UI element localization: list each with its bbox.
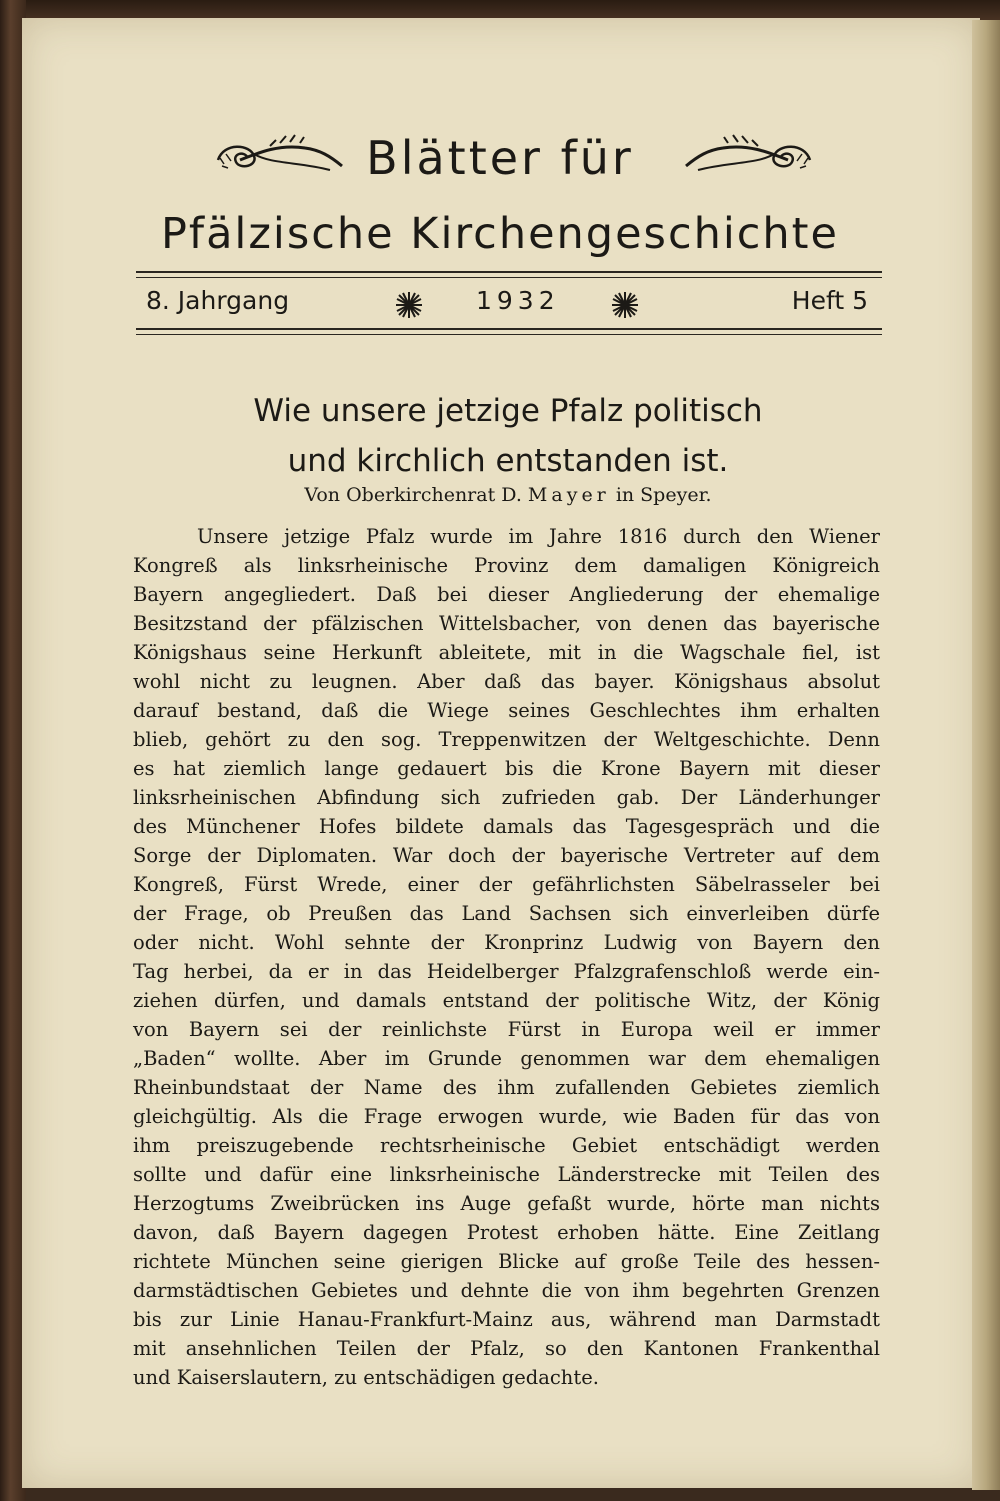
article-body — [133, 522, 880, 1392]
article-title-line1: Wie unsere jetzige Pfalz politisch — [253, 393, 763, 429]
asterisk-star-icon — [394, 290, 424, 320]
body-line: ziehen dürfen, und damals entstand der politische Witz, der König — [133, 989, 880, 1012]
masthead-rule-top-thin — [136, 277, 882, 278]
article-title-line2: und kirchlich entstanden ist. — [287, 443, 729, 479]
body-line: wohl nicht zu leugnen. Aber daß das bayer. Königshaus absolut — [133, 670, 880, 693]
issue-info-line — [136, 284, 882, 324]
body-line: Bayern angegliedert. Daß bei dieser Angliederung der ehemalige — [133, 583, 880, 606]
body-line: Besitzstand der pfälzischen Wittelsbacher, von denen das bayerische — [133, 612, 880, 635]
issue-number: Heft 5 — [791, 286, 868, 315]
asterisk-star-icon — [610, 290, 640, 320]
body-line: mit ansehnlichen Teilen der Pfalz, so den Kantonen Frankenthal — [133, 1337, 880, 1360]
masthead-title-line2: Pfälzische Kirchengeschichte — [161, 209, 839, 259]
masthead-rule-top — [136, 271, 882, 273]
body-line: und Kaiserslautern, zu entschädigen gedachte. — [133, 1366, 599, 1389]
issue-volume: 8. Jahrgang — [146, 286, 290, 315]
body-line: von Bayern sei der reinlichste Fürst in Europa weil er immer — [133, 1018, 880, 1041]
body-line: blieb, gehört zu den sog. Treppenwitzen der Weltgeschichte. Denn — [133, 728, 880, 751]
body-line: bis zur Linie Hanau-Frankfurt-Mainz aus, während man Darmstadt — [133, 1308, 880, 1331]
body-line: sollte und dafür eine linksrheinische Länderstrecke mit Teilen des — [133, 1163, 880, 1186]
issue-year: 1932 — [476, 286, 560, 315]
body-line: richtete München seine gierigen Blicke auf große Teile des hessen- — [133, 1250, 880, 1273]
body-line: Unsere jetzige Pfalz wurde im Jahre 1816 durch den Wiener — [197, 525, 880, 548]
body-line: darauf bestand, daß die Wiege seines Geschlechtes ihm erhalten — [133, 699, 880, 722]
masthead-rule-bottom — [136, 328, 882, 330]
body-line: linksrheinischen Abfindung sich zufrieden gab. Der Länderhunger — [133, 786, 880, 809]
body-line: Tag herbei, da er in das Heidelberger Pfalzgrafenschloß werde ein- — [133, 960, 880, 983]
body-line: Kongreß, Fürst Wrede, einer der gefährlichsten Säbelrasseler bei — [133, 873, 880, 896]
body-line: darmstädtischen Gebietes und dehnte die von ihm begehrten Grenzen — [133, 1279, 880, 1302]
body-line: ihm preiszugebende rechtsrheinische Gebiet entschädigt werden — [133, 1134, 880, 1157]
body-line: davon, daß Bayern dagegen Protest erhoben hätte. Eine Zeitlang — [133, 1221, 880, 1244]
body-line: Rheinbundstaat der Name des ihm zufallenden Gebietes ziemlich — [133, 1076, 880, 1099]
body-line: gleichgültig. Als die Frage erwogen wurde, wie Baden für das von — [133, 1105, 880, 1128]
body-line: des Münchener Hofes bildete damals das Tagesgespräch und die — [133, 815, 880, 838]
body-line: Herzogtums Zweibrücken ins Auge gefaßt wurde, hörte man nichts — [133, 1192, 880, 1215]
body-line: es hat ziemlich lange gedauert bis die Krone Bayern mit dieser — [133, 757, 880, 780]
body-line: oder nicht. Wohl sehnte der Kronprinz Ludwig von Bayern den — [133, 931, 880, 954]
body-line: Kongreß als linksrheinische Provinz dem damaligen Königreich — [133, 554, 880, 577]
byline-prefix: Von Oberkirchenrat D. — [304, 484, 522, 506]
article-byline — [0, 484, 1000, 506]
masthead-rule-bottom-thin — [136, 334, 882, 335]
byline-author: Mayer — [527, 484, 610, 506]
body-line: der Frage, ob Preußen das Land Sachsen sich einverleiben dürfe — [133, 902, 880, 925]
body-line: Königshaus seine Herkunft ableitete, mit in die Wagschale fiel, ist — [133, 641, 880, 664]
byline-suffix: in Speyer. — [615, 484, 712, 506]
masthead-title-line1: Blätter für — [366, 131, 634, 185]
body-line: „Baden“ wollte. Aber im Grunde genommen war dem ehemaligen — [133, 1047, 880, 1070]
body-line: Sorge der Diplomaten. War doch der bayerische Vertreter auf dem — [133, 844, 880, 867]
